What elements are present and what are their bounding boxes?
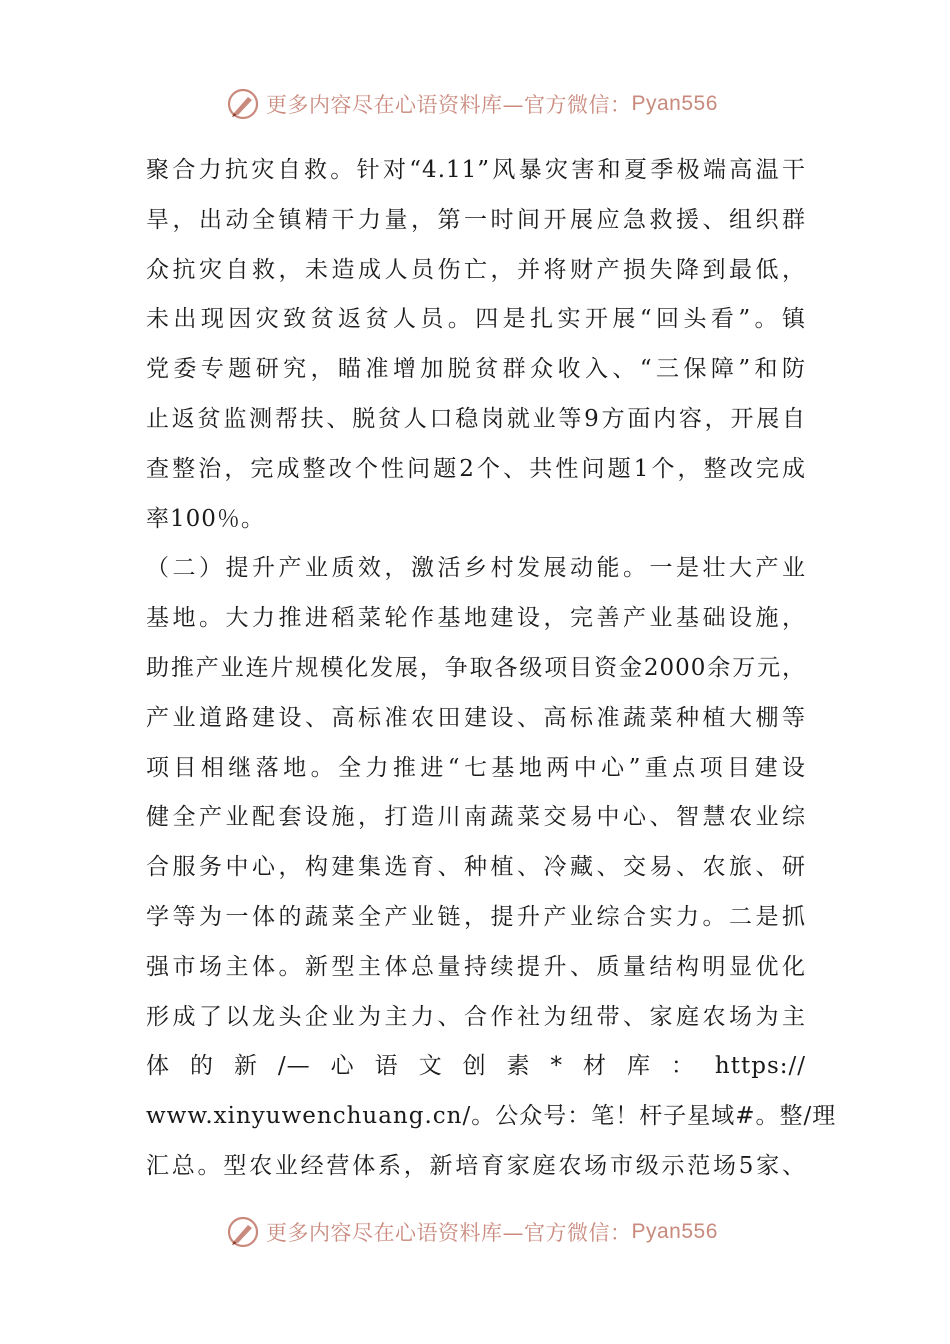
text-line: 众抗灾自救，未造成人员伤亡，并将财产损失降到最低， (146, 256, 806, 283)
text-line: 健全产业配套设施，打造川南蔬菜交易中心、智慧农业综 (146, 804, 806, 831)
footer-watermark (226, 1212, 746, 1252)
watermark-text: 更多内容尽在心语资料库—官方微信： (266, 93, 632, 117)
watermark-wechat-id: Pyan556 (631, 1220, 718, 1243)
text-line: 党委专题研究，瞄准增加脱贫群众收入、“三保障”和防 (146, 356, 806, 383)
watermark-wechat-id: Pyan556 (631, 92, 718, 115)
header-watermark (226, 84, 746, 124)
pen-logo-icon (226, 1215, 260, 1249)
text-line: 助推产业连片规模化发展，争取各级项目资金2000余万元， (146, 654, 806, 681)
text-line: 未出现因灾致贫返贫人员。四是扎实开展“回头看”。镇 (146, 306, 806, 333)
watermark-text: 更多内容尽在心语资料库—官方微信： (266, 1221, 632, 1245)
text-line: 旱，出动全镇精干力量，第一时间开展应急救援、组织群 (146, 206, 806, 233)
text-line: 止返贫监测帮扶、脱贫人口稳岗就业等9方面内容，开展自 (146, 405, 806, 432)
text-line: 基地。大力推进稻菜轮作基地建设，完善产业基础设施， (146, 605, 806, 632)
document-body (146, 146, 837, 1192)
text-line: 聚合力抗灾自救。针对“4.11”风暴灾害和夏季极端高温干 (146, 157, 806, 183)
text-line: 强市场主体。新型主体总量持续提升、质量结构明显优化 (146, 953, 806, 980)
text-line: 产业道路建设、高标准农田建设、高标准蔬菜种植大棚等 (146, 704, 806, 731)
text-line: 汇总。型农业经营体系，新培育家庭农场市级示范场5家、 (146, 1152, 806, 1179)
text-line: 形成了以龙头企业为主力、合作社为纽带、家庭农场为主 (146, 1003, 806, 1030)
pen-logo-icon (226, 87, 260, 121)
text-line: 率100％。 (146, 505, 265, 532)
text-line: （二）提升产业质效，激活乡村发展动能。一是壮大产业 (146, 555, 806, 582)
text-line: www.xinyuwenchuang.cn/。公众号：笔！杆子星域#。整/理 (146, 1103, 837, 1130)
text-line: 体的新/—心语文创素*材库：https:// (146, 1053, 806, 1080)
text-line: 项目相继落地。全力推进“七基地两中心”重点项目建设 (146, 754, 806, 781)
text-line: 查整治，完成整改个性问题2个、共性问题1个，整改完成 (146, 455, 806, 482)
text-line: 学等为一体的蔬菜全产业链，提升产业综合实力。二是抓 (146, 903, 806, 930)
text-line: 合服务中心，构建集选育、种植、冷藏、交易、农旅、研 (146, 854, 806, 881)
